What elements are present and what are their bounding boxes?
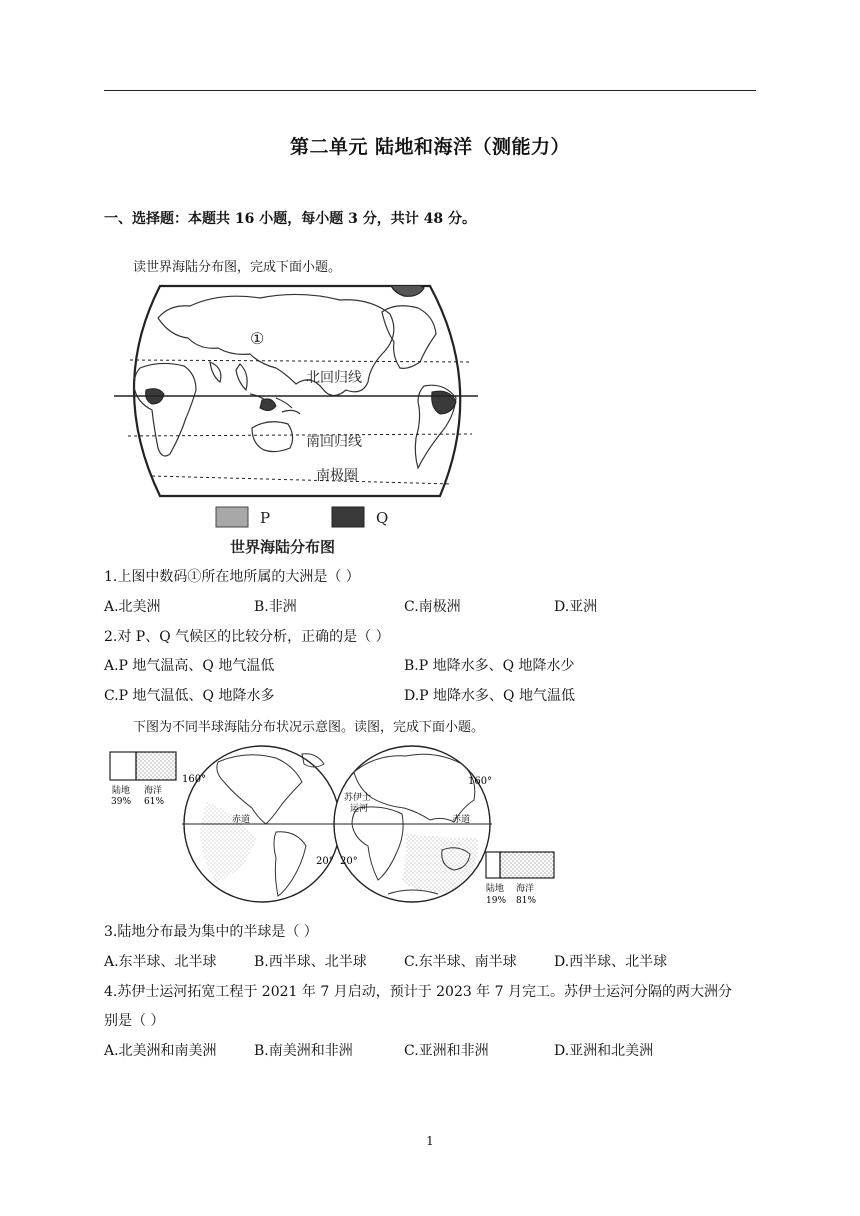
- left-land-label: 陆地: [112, 786, 131, 796]
- page-number: 1: [426, 1134, 434, 1148]
- q4-option-b[interactable]: B.南美洲和非洲: [254, 1043, 353, 1059]
- right-ocean-pct: 81%: [516, 896, 537, 906]
- legend-q-swatch: [332, 507, 364, 527]
- hemispheres-figure: [106, 742, 562, 908]
- q2-option-d[interactable]: D.P 地降水多、Q 地气温低: [404, 688, 575, 704]
- q4-option-d[interactable]: D.亚洲和北美洲: [554, 1043, 654, 1059]
- q2-option-b[interactable]: B.P 地降水多、Q 地降水少: [404, 658, 575, 674]
- q1-option-c[interactable]: C.南极洲: [404, 599, 461, 615]
- question-1-stem: 1.上图中数码①所在地所属的大洲是（ ）: [104, 569, 360, 585]
- lon-160-left: 160°: [182, 774, 207, 785]
- q4-option-a[interactable]: A.北美洲和南美洲: [104, 1043, 217, 1059]
- right-ocean-bar: [500, 852, 554, 878]
- intro-text-1: 读世界海陆分布图，完成下面小题。: [133, 260, 342, 275]
- left-land-pct: 39%: [111, 797, 132, 807]
- q2-option-c[interactable]: C.P 地气温低、Q 地降水多: [104, 688, 275, 704]
- legend-p-label: P: [260, 509, 271, 527]
- legend-p-swatch: [216, 507, 248, 527]
- left-ocean-pct: 61%: [144, 797, 165, 807]
- map1-label-1: ①: [250, 329, 265, 348]
- legend-q-label: Q: [376, 509, 389, 527]
- q1-option-d[interactable]: D.亚洲: [554, 599, 598, 615]
- left-ocean-bar: [136, 752, 176, 780]
- question-4-stem-line-1: 4.苏伊士运河拓宽工程于 2021 年 7 月启动，预计于 2023 年 7 月完工。苏伊士运河分隔的两大洲分: [104, 984, 733, 1000]
- suez-label-line-1: 苏伊士: [344, 793, 372, 803]
- intro-text-2: 下图为不同半球海陆分布状况示意图。读图，完成下面小题。: [133, 720, 485, 735]
- lon-160-right: 160°: [468, 776, 493, 787]
- q2-option-a[interactable]: A.P 地气温高、Q 地气温低: [104, 658, 275, 674]
- lon-20-left: 20°: [316, 856, 334, 867]
- question-3-stem: 3.陆地分布最为集中的半球是（ ）: [104, 924, 318, 940]
- antarctic-circle-label: 南极圈: [316, 468, 358, 484]
- question-4-stem-line-2: 别是（ ）: [104, 1013, 165, 1029]
- page-title: 第二单元 陆地和海洋（测能力）: [289, 136, 571, 158]
- right-land-pct: 19%: [486, 896, 507, 906]
- left-ocean-label: 海洋: [144, 786, 163, 796]
- right-ocean-label: 海洋: [516, 884, 535, 894]
- q3-option-c[interactable]: C.东半球、南半球: [404, 954, 517, 970]
- q3-option-a[interactable]: A.东半球、北半球: [104, 954, 217, 970]
- question-2-stem: 2.对 P、Q 气候区的比较分析，正确的是（ ）: [104, 629, 390, 645]
- equator-label-right: 赤道: [452, 815, 471, 825]
- q4-option-c[interactable]: C.亚洲和非洲: [404, 1043, 489, 1059]
- tropic-north-label: 北回归线: [306, 370, 362, 386]
- tropic-south-label: 南回归线: [306, 434, 362, 450]
- left-land-bar: [110, 752, 136, 780]
- equator-label-left: 赤道: [232, 815, 251, 825]
- right-land-label: 陆地: [486, 884, 505, 894]
- right-land-bar: [486, 852, 500, 878]
- world-map-figure: [100, 278, 490, 560]
- section-heading: 一、选择题：本题共 16 小题，每小题 3 分，共计 48 分。: [104, 211, 476, 227]
- header-rule: [104, 90, 756, 91]
- map-outline: [134, 286, 460, 496]
- q1-option-a[interactable]: A.北美洲: [104, 599, 161, 615]
- q3-option-b[interactable]: B.西半球、北半球: [254, 954, 367, 970]
- q3-option-d[interactable]: D.西半球、北半球: [554, 954, 668, 970]
- lon-20-right: 20°: [340, 856, 358, 867]
- q1-option-b[interactable]: B.非洲: [254, 599, 297, 615]
- map1-caption: 世界海陆分布图: [230, 538, 336, 556]
- suez-label-line-2: 运河: [350, 804, 369, 814]
